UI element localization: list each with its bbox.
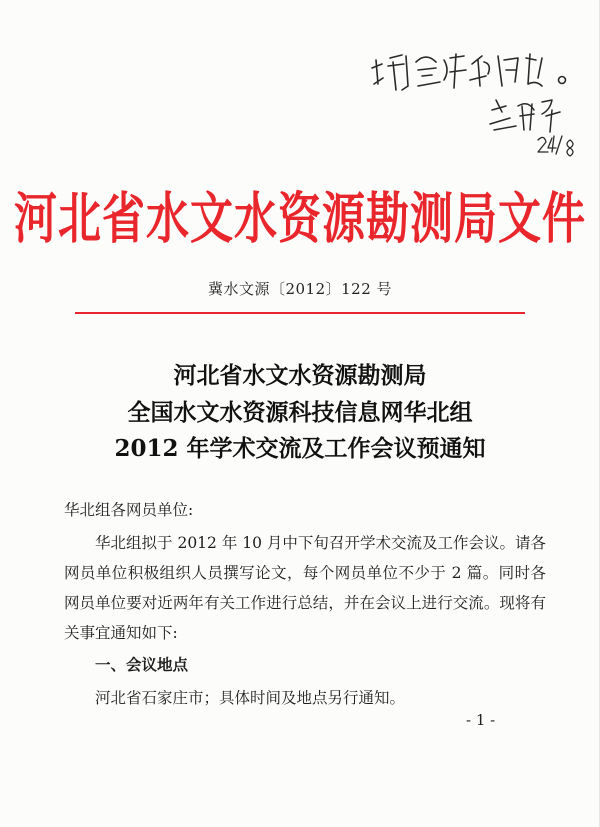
section-text-meeting-location: 河北省石家庄市；具体时间及地点另行通知。 [95,689,406,707]
handwritten-annotation [366,40,586,160]
notice-title-line-2: 全国水文水资源科技信息网华北组 [127,399,473,426]
document-number: 冀水文源〔2012〕122 号 [207,280,393,298]
letterhead-title: 河北省水文水资源勘测局文件 [14,187,586,252]
notice-title-line-1: 河北省水文水资源勘测局 [173,362,427,389]
body-paragraph-container [64,528,546,648]
greeting: 华北组各网员单位: [64,501,194,519]
letterhead-divider [75,312,525,314]
notice-title-line-3: 2012 年学术交流及工作会议预通知 [114,435,486,462]
body-paragraph: 华北组拟于 2012 年 10 月中下旬召开学术交流及工作会议。请各网员单位积极组织人员撰写论文，每个网员单位不少于 2 篇。同时各网员单位要对近两年有关工作进行总结，并在会议上进行交流。现将有关事宜通知如下: [64,534,546,642]
section-heading-meeting-location: 一、会议地点 [95,655,189,674]
page-number: - 1 - [466,711,496,729]
